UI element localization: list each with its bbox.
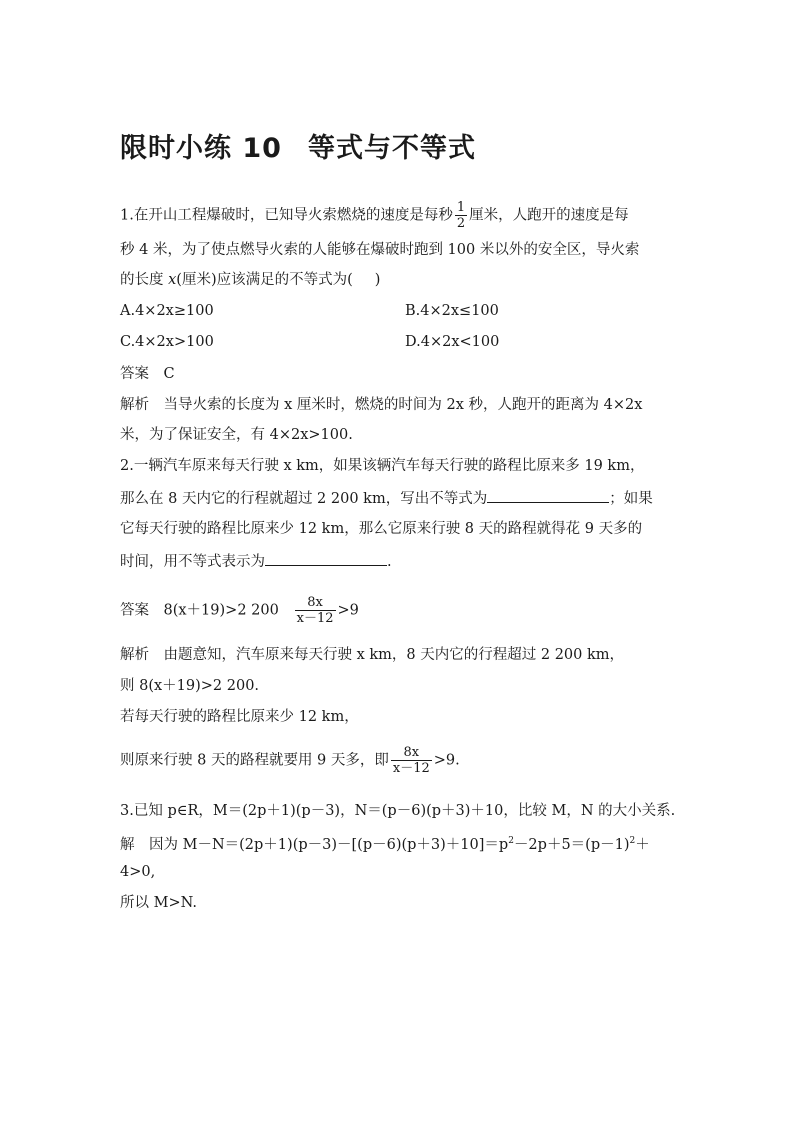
q2-line2: 那么在 8 天内它的行程就超过 2 200 km，写出不等式为 ；如果: [120, 488, 653, 509]
q3-solution-line2: 4>0,: [120, 864, 156, 880]
q1-option-b: B.4×2x≤100: [405, 303, 499, 319]
q1-explanation-line2: 米，为了保证安全，有 4×2x>100.: [120, 427, 353, 443]
q2-blank-1: [487, 488, 609, 503]
q2-explanation-line2: 则 8(x＋19)>2 200.: [120, 678, 260, 694]
q1-line3: 的长度 x(厘米)应该满足的不等式为( ): [120, 272, 381, 288]
q2-line1: 2.一辆汽车原来每天行驶 x km，如果该辆汽车每天行驶的路程比原来多 19 km，: [120, 458, 645, 474]
q2-explanation-line3: 若每天行驶的路程比原来少 12 km，: [120, 709, 359, 725]
q3-line1: 3.已知 p∈R，M＝(2p＋1)(p－3)，N＝(p－6)(p＋3)＋10，比较 M，N 的大小关系.: [120, 803, 676, 819]
explanation-fraction: $\frac{8x}{x-12}$: [392, 745, 430, 776]
title-topic: 等式与不等式: [307, 133, 476, 164]
title-main: 限时小练 10: [120, 133, 282, 164]
q1-option-c: C.4×2x>100: [120, 334, 214, 350]
q1-option-d: D.4×2x<100: [405, 334, 500, 350]
q1-line2: 秒 4 米，为了使点燃导火索的人能够在爆破时跑到 100 米以外的安全区，导火索: [120, 242, 640, 258]
q3-solution-line1: 解 因为 $M-N=(2p+1)(p-3)-[(p-6)(p+3)+10]=p^2-2p+5=(p-1)^2+$: [120, 836, 650, 853]
q1-explanation-line1: 解析 当导火索的长度为 x 厘米时，燃烧的时间为 2x 秒，人跑开的距离为 4×2x: [120, 397, 643, 413]
q2-explanation-line1: 解析 由题意知，汽车原来每天行驶 x km，8 天内它的行程超过 2 200 km，: [120, 647, 625, 663]
q1-option-a: A.4×2x≥100: [120, 303, 214, 319]
q3-solution-line3: 所以 M>N.: [120, 895, 197, 911]
q2-blank-2: [265, 551, 387, 566]
page-title: [120, 126, 476, 165]
q2-explanation-line4: 则原来行驶 8 天的路程就要用 9 天多，即 $\frac{8x}{x-12}$ >9.: [120, 745, 460, 776]
q2-line4: 时间，用不等式表示为 .: [120, 551, 392, 572]
fraction-one-half: $\frac{1}{2}$: [456, 200, 466, 231]
answer-fraction: $\frac{8x}{x-12}$: [296, 595, 334, 626]
q1-line1: 1.在开山工程爆破时，已知导火索燃烧的速度是每秒 $\frac{1}{2}$ 厘米，人跑开的速度是每: [120, 200, 629, 231]
q2-answer: 答案 8(x＋19)>2 200 $\frac{8x}{x-12}$ >9: [120, 595, 359, 626]
q2-line3: 它每天行驶的路程比原来少 12 km，那么它原来行驶 8 天的路程就得花 9 天多的: [120, 521, 643, 537]
q1-answer: 答案 C: [120, 366, 175, 382]
